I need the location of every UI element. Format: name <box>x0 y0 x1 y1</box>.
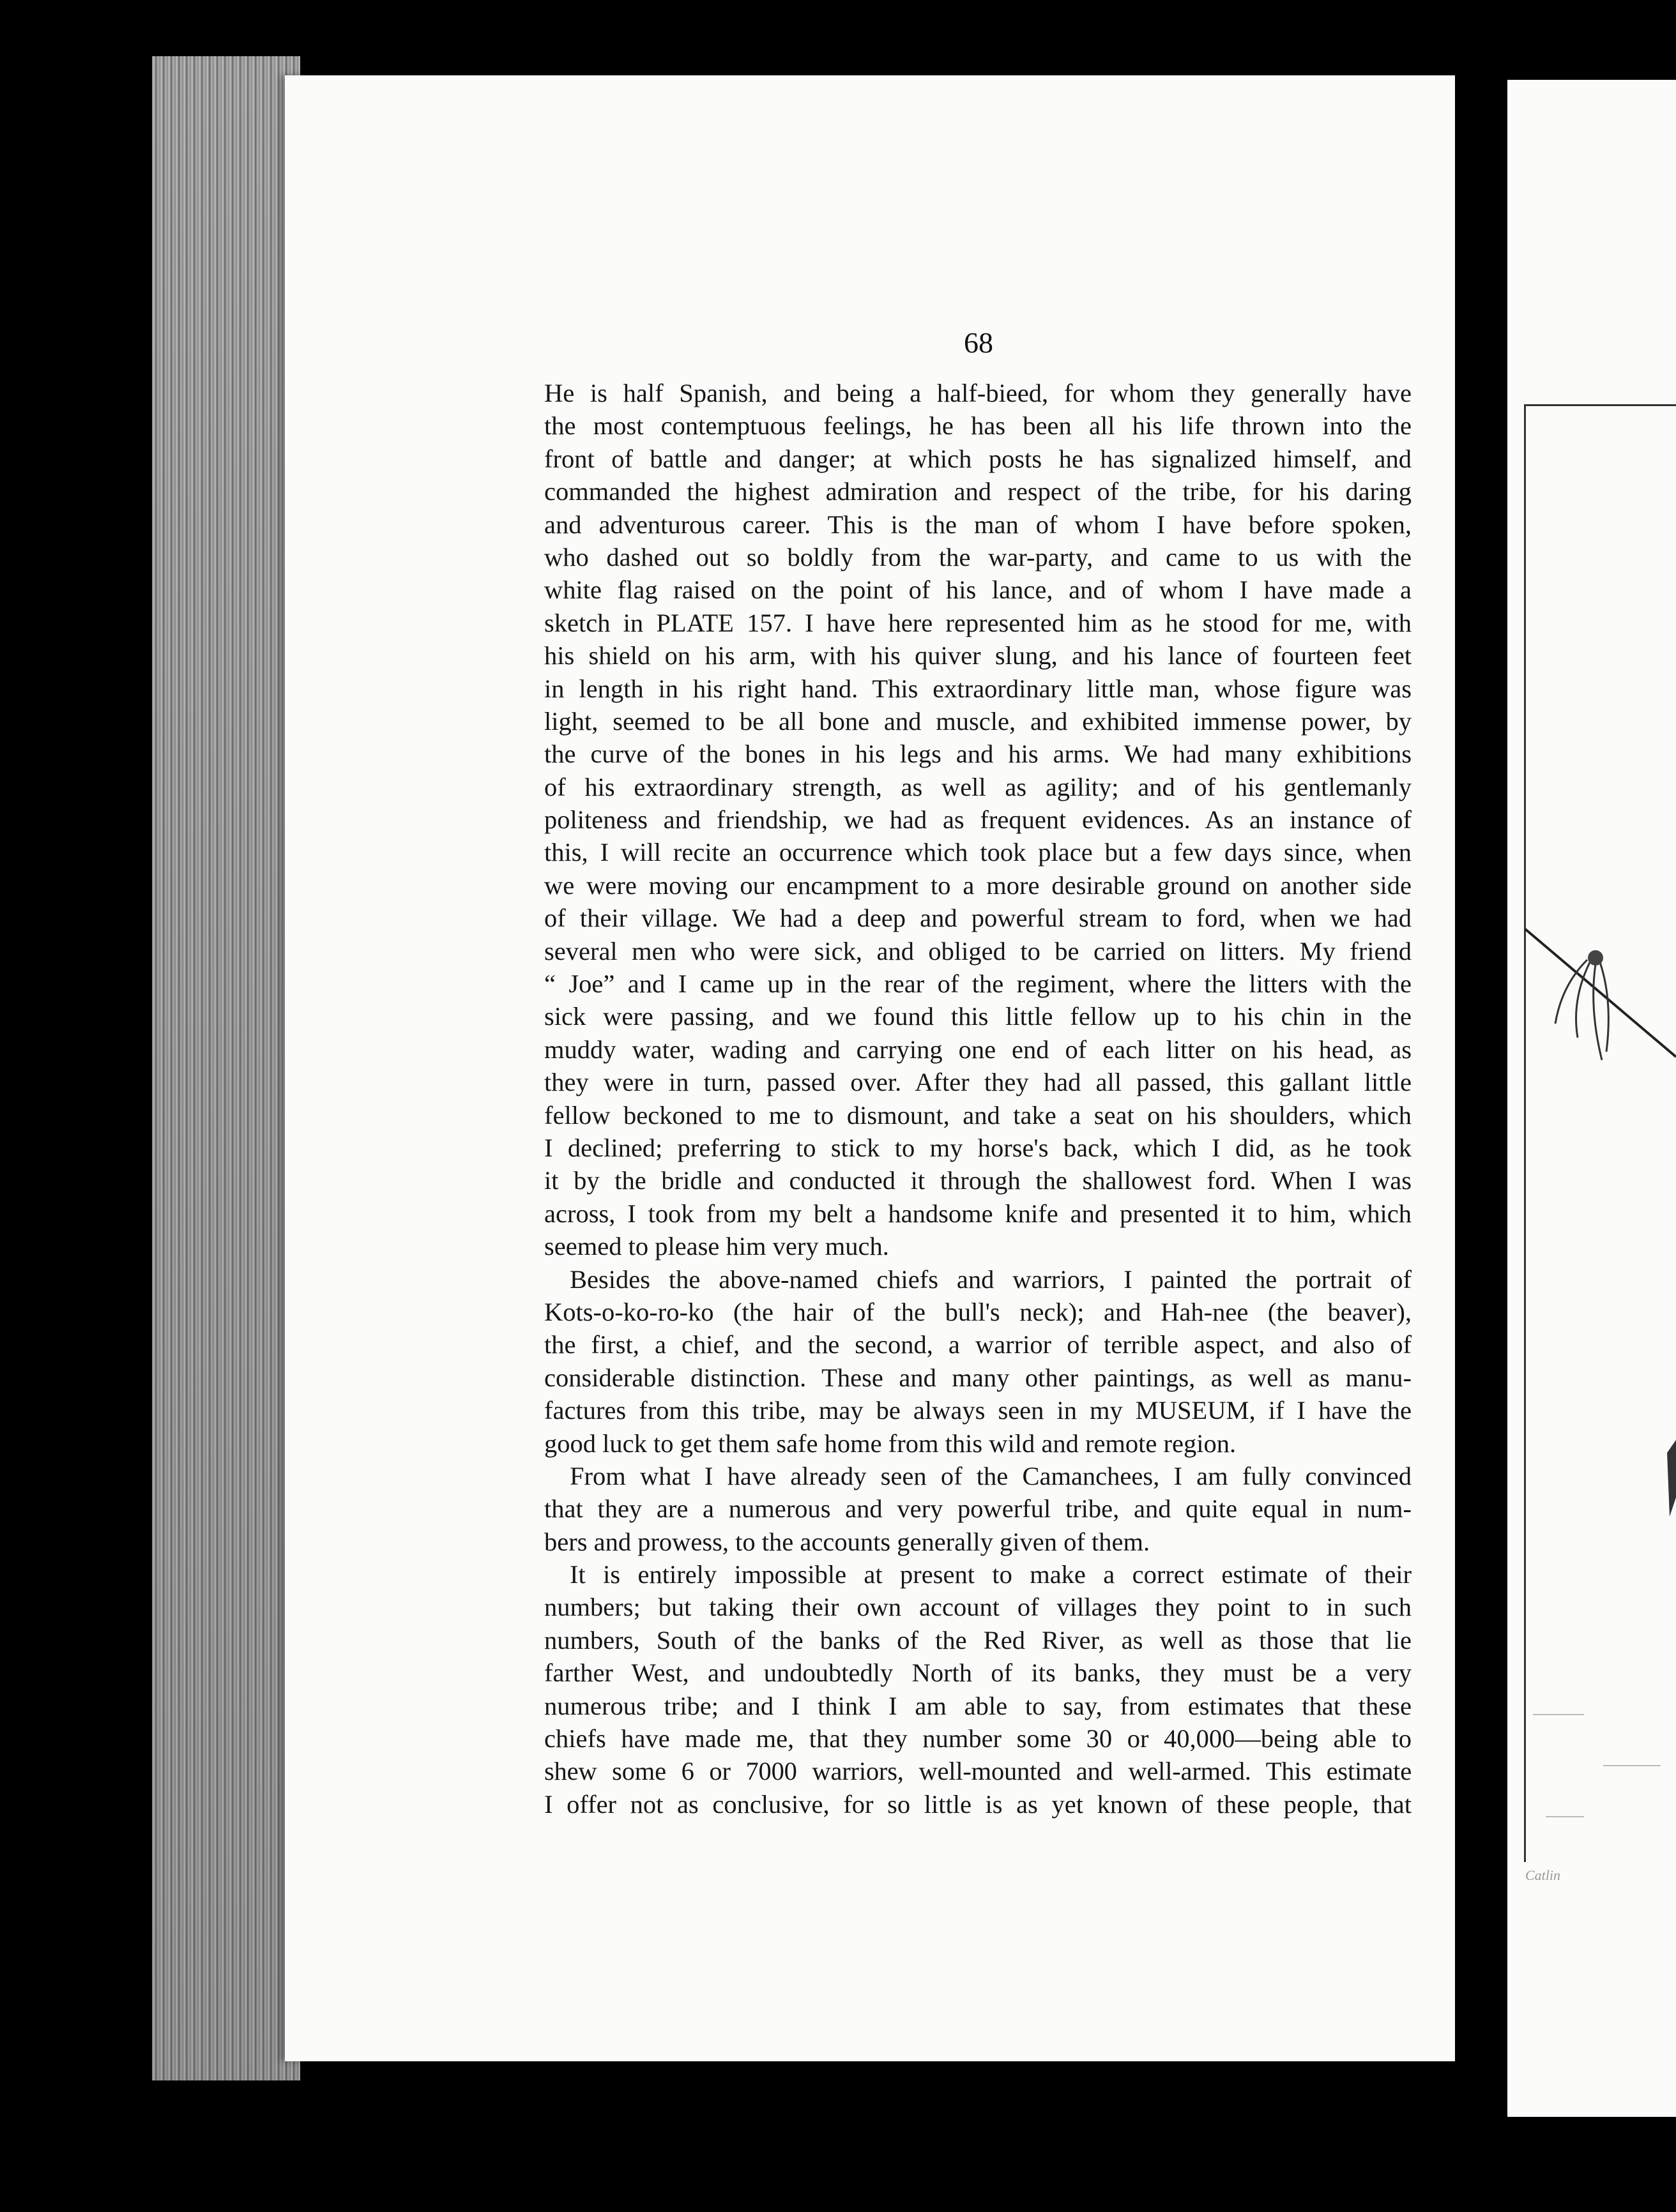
text-line: of their village. We had a deep and powerful stream to ford, when we had <box>544 904 1412 933</box>
text-line: politeness and friendship, we had as frequent evidences. As an instance of <box>544 805 1412 835</box>
text-line: It is entirely impossible at present to make a correct estimate of their <box>570 1560 1412 1589</box>
text-line: good luck to get them safe home from this wild and remote region. <box>544 1428 1237 1458</box>
text-line: white flag raised on the point of his lance, and of whom I have made a <box>544 575 1412 605</box>
plate-caption: Catlin <box>1525 1867 1561 1883</box>
text-line: numerous tribe; and I think I am able to say, from estimates that these <box>544 1691 1412 1720</box>
plate-illustration <box>1507 80 1676 2117</box>
text-line: light, seemed to be all bone and muscle, and exhibited immense power, by <box>544 706 1412 736</box>
text-line: in length in his right hand. This extraordinary little man, whose figure was <box>544 674 1412 703</box>
text-line: that they are a numerous and very powerful tribe, and quite equal in num- <box>544 1494 1412 1524</box>
text-line: it by the bridle and conducted it through the shallowest ford. When I was <box>544 1166 1412 1195</box>
text-line: they were in turn, passed over. After they had all passed, this gallant little <box>544 1068 1412 1097</box>
plate-lance <box>1525 929 1676 1057</box>
text-line: commanded the highest admiration and respect of the tribe, for his daring <box>544 477 1412 506</box>
text-line: numbers; but taking their own account of villages they point to in such <box>544 1593 1412 1622</box>
text-line: his shield on his arm, with his quiver slung, and his lance of fourteen feet <box>544 641 1412 670</box>
plate-figure <box>1667 1440 1676 1517</box>
text-line: the first, a chief, and the second, a warrior of terrible aspect, and also of <box>544 1330 1412 1360</box>
text-line: From what I have already seen of the Camanchees, I am fully convinced <box>570 1461 1412 1490</box>
text-line: and adventurous career. This is the man of whom I have before spoken, <box>544 510 1412 539</box>
text-line: shew some 6 or 7000 warriors, well-mounted and well-armed. This estimate <box>544 1757 1412 1786</box>
text-line: numbers, South of the banks of the Red River, as well as those that lie <box>544 1625 1412 1655</box>
text-line: Kots-o-ko-ro-ko (the hair of the bull's neck); and Hah-nee (the beaver), <box>544 1297 1412 1326</box>
text-line: chiefs have made me, that they number some 30 or 40,000—being able to <box>544 1724 1412 1754</box>
text-line: seemed to please him very much. <box>544 1232 889 1261</box>
text-line: I offer not as conclusive, for so little is as yet known of these people, that <box>544 1789 1412 1819</box>
plate-feathers <box>1555 960 1608 1060</box>
text-line: sketch in PLATE 157. I have here represented him as he stood for me, with <box>544 608 1412 637</box>
text-line: muddy water, wading and carrying one end of each litter on his head, as <box>544 1034 1412 1064</box>
text-line: considerable distinction. These and many other paintings, as well as manu- <box>544 1363 1412 1392</box>
text-line: fellow beckoned to me to dismount, and take a seat on his shoulders, which <box>544 1100 1412 1130</box>
text-line: who dashed out so boldly from the war-party, and came to us with the <box>544 542 1412 572</box>
text-line: Besides the above-named chiefs and warriors, I painted the portrait of <box>570 1264 1412 1294</box>
text-line: He is half Spanish, and being a half-bieed, for whom they generally have <box>544 379 1412 407</box>
text-line: bers and prowess, to the accounts generally given of them. <box>544 1527 1150 1556</box>
text-line: “ Joe” and I came up in the rear of the regiment, where the litters with the <box>544 969 1412 999</box>
page-number: 68 <box>964 326 993 359</box>
text-line: several men who were sick, and obliged to be carried on litters. My friend <box>544 936 1412 966</box>
text-line: I declined; preferring to stick to my horse's back, which I did, as he took <box>544 1133 1412 1162</box>
text-line: the curve of the bones in his legs and his arms. We had many exhibitions <box>544 739 1412 769</box>
text-line: farther West, and undoubtedly North of its banks, they must be a very <box>544 1658 1412 1688</box>
text-line: across, I took from my belt a handsome knife and presented it to him, which <box>544 1199 1412 1228</box>
text-line: the most contemptuous feelings, he has been all his life thrown into the <box>544 411 1412 441</box>
page-edge-shadow <box>152 56 300 2080</box>
text-line: factures from this tribe, may be always seen in my MUSEUM, if I have the <box>544 1396 1412 1425</box>
text-line: sick were passing, and we found this little fellow up to his chin in the <box>544 1002 1412 1031</box>
text-line: this, I will recite an occurrence which took place but a few days since, when <box>544 838 1412 867</box>
text-line: we were moving our encampment to a more desirable ground on another side <box>544 870 1412 900</box>
page-text <box>544 377 1412 1821</box>
text-line: of his extraordinary strength, as well as agility; and of his gentlemanly <box>544 772 1412 801</box>
text-line: front of battle and danger; at which posts he has signalized himself, and <box>544 444 1412 473</box>
